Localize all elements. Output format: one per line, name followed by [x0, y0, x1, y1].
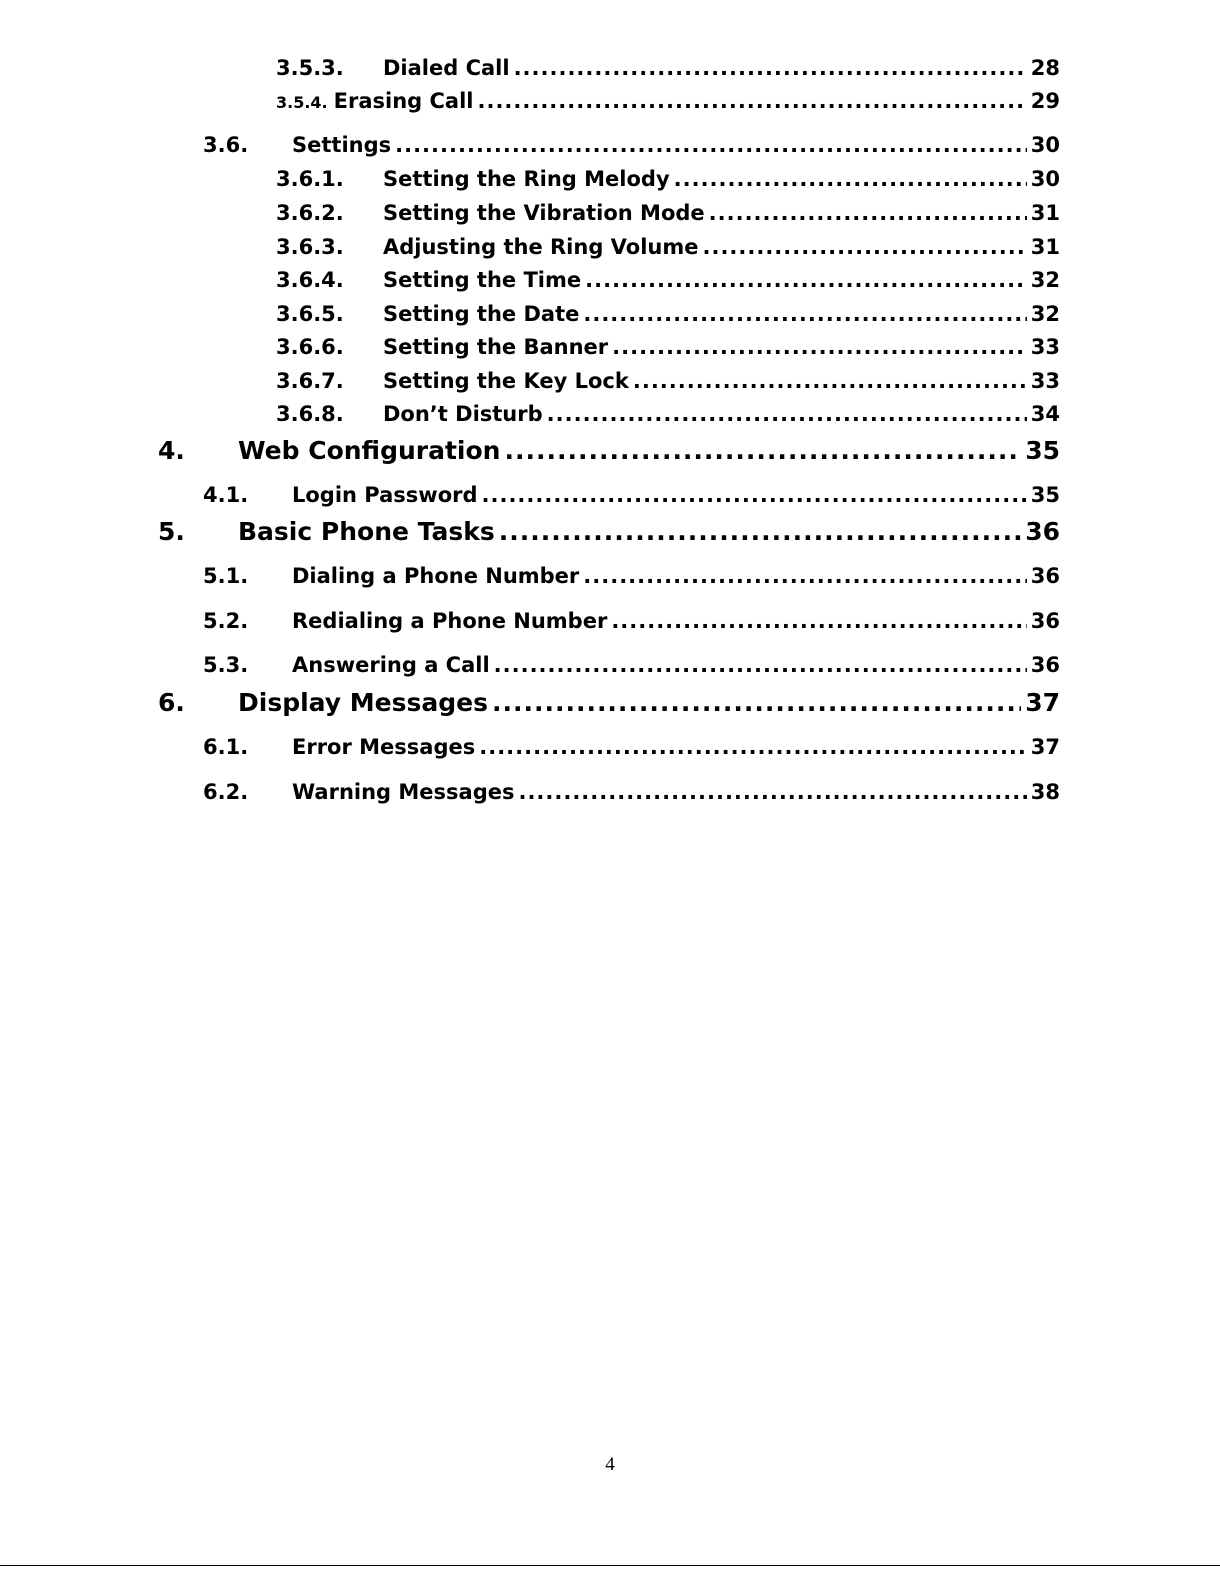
toc-number: 6.	[158, 688, 185, 717]
toc-page: 30	[1030, 167, 1060, 191]
toc-page: 35	[1030, 483, 1060, 507]
toc-leader	[518, 780, 1026, 804]
toc-leader	[547, 402, 1027, 426]
toc-page: 36	[1025, 517, 1060, 546]
toc-entry-3-6-7[interactable]	[276, 369, 1060, 393]
toc-entry-6-1[interactable]	[203, 735, 1060, 759]
toc-number: 3.6.8.	[276, 402, 344, 426]
toc-entry-4[interactable]	[158, 436, 1060, 465]
toc-entry-6-2[interactable]	[203, 780, 1060, 804]
toc-title: Login Password	[292, 483, 478, 507]
toc-leader	[479, 735, 1027, 759]
toc-leader	[612, 335, 1027, 359]
toc-number: 3.6.1.	[276, 167, 344, 191]
toc-title: Redialing a Phone Number	[292, 609, 608, 633]
toc-page: 36	[1030, 609, 1060, 633]
toc-title: Adjusting the Ring Volume	[383, 235, 699, 259]
toc-page: 31	[1030, 235, 1060, 259]
toc-number: 3.6.7.	[276, 369, 344, 393]
bottom-rule	[0, 1565, 1220, 1566]
toc-page: 37	[1025, 688, 1060, 717]
toc-title: Warning Messages	[292, 780, 515, 804]
toc-entry-3-6-2[interactable]	[276, 201, 1060, 225]
toc-page: 36	[1030, 653, 1060, 677]
toc-entry-5-2[interactable]	[203, 609, 1060, 633]
toc-title: Setting the Date	[383, 302, 580, 326]
toc-leader	[585, 268, 1027, 292]
toc-title: Basic Phone Tasks	[238, 517, 495, 546]
toc-number: 3.6.2.	[276, 201, 344, 225]
toc-entry-3-5-3[interactable]	[276, 56, 1060, 80]
toc-number: 4.1.	[203, 483, 249, 507]
toc-leader	[499, 517, 1021, 546]
toc-page: 29	[1030, 89, 1060, 113]
toc-page: 31	[1030, 201, 1060, 225]
toc-page: 28	[1030, 56, 1060, 80]
toc-number: 3.6.4.	[276, 268, 344, 292]
page-number: 4	[605, 1454, 615, 1475]
toc-number: 4.	[158, 436, 185, 465]
toc-entry-5-1[interactable]	[203, 564, 1060, 588]
toc-title: Error Messages	[292, 735, 476, 759]
toc-title: Answering a Call	[292, 653, 490, 677]
toc-page: 32	[1030, 268, 1060, 292]
toc-title: Setting the Banner	[383, 335, 609, 359]
toc-title: Settings	[292, 133, 392, 157]
toc-page: 36	[1030, 564, 1060, 588]
toc-title: Setting the Ring Melody	[383, 167, 670, 191]
toc-number: 3.5.3.	[276, 56, 344, 80]
toc-leader	[395, 133, 1027, 157]
toc-page: 33	[1030, 335, 1060, 359]
toc-page: 30	[1030, 133, 1060, 157]
toc-leader	[633, 369, 1027, 393]
toc-leader	[477, 89, 1026, 113]
toc-page: 35	[1025, 436, 1060, 465]
toc-entry-3-5-4[interactable]	[276, 89, 1060, 113]
toc-leader	[611, 609, 1026, 633]
toc-number: 6.1.	[203, 735, 249, 759]
toc-number: 5.	[158, 517, 185, 546]
toc-page: 33	[1030, 369, 1060, 393]
toc-title: Setting the Time	[383, 268, 582, 292]
toc-page: 37	[1030, 735, 1060, 759]
toc-title: Display Messages	[238, 688, 488, 717]
toc-leader	[504, 436, 1021, 465]
toc-entry-3-6-4[interactable]	[276, 268, 1060, 292]
toc-number: 3.5.4.	[276, 93, 328, 112]
toc-leader	[514, 56, 1027, 80]
toc-title: Erasing Call	[333, 89, 474, 113]
toc-leader	[674, 167, 1027, 191]
toc-number: 5.2.	[203, 609, 249, 633]
toc-number: 3.6.5.	[276, 302, 344, 326]
toc-page: 34	[1030, 402, 1060, 426]
toc-leader	[709, 201, 1027, 225]
toc-entry-6[interactable]	[158, 688, 1060, 717]
toc-number: 3.6.3.	[276, 235, 344, 259]
toc-entry-3-6-8[interactable]	[276, 402, 1060, 426]
toc-title: Setting the Key Lock	[383, 369, 629, 393]
toc-page: 38	[1030, 780, 1060, 804]
toc-title: Dialing a Phone Number	[292, 564, 580, 588]
toc-number: 5.1.	[203, 564, 249, 588]
toc-title: Web Configuration	[238, 436, 501, 465]
toc-entry-5-3[interactable]	[203, 653, 1060, 677]
toc-title: Dialed Call	[383, 56, 510, 80]
toc-leader	[482, 483, 1027, 507]
toc-leader	[494, 653, 1027, 677]
toc-entry-3-6-3[interactable]	[276, 235, 1060, 259]
toc-number: 3.6.	[203, 133, 249, 157]
toc-number: 3.6.6.	[276, 335, 344, 359]
toc-leader	[702, 235, 1026, 259]
toc-number: 5.3.	[203, 653, 249, 677]
toc-entry-3-6-1[interactable]	[276, 167, 1060, 191]
toc-number: 6.2.	[203, 780, 249, 804]
toc-entry-3-6[interactable]	[203, 133, 1060, 157]
toc-entry-5[interactable]	[158, 517, 1060, 546]
toc-entry-3-6-5[interactable]	[276, 302, 1060, 326]
toc-page: 32	[1030, 302, 1060, 326]
toc-title: Setting the Vibration Mode	[383, 201, 705, 225]
toc-leader	[583, 302, 1026, 326]
toc-leader	[492, 688, 1021, 717]
toc-entry-3-6-6[interactable]	[276, 335, 1060, 359]
toc-entry-4-1[interactable]	[203, 483, 1060, 507]
toc-leader	[583, 564, 1026, 588]
toc-title: Don’t Disturb	[383, 402, 543, 426]
